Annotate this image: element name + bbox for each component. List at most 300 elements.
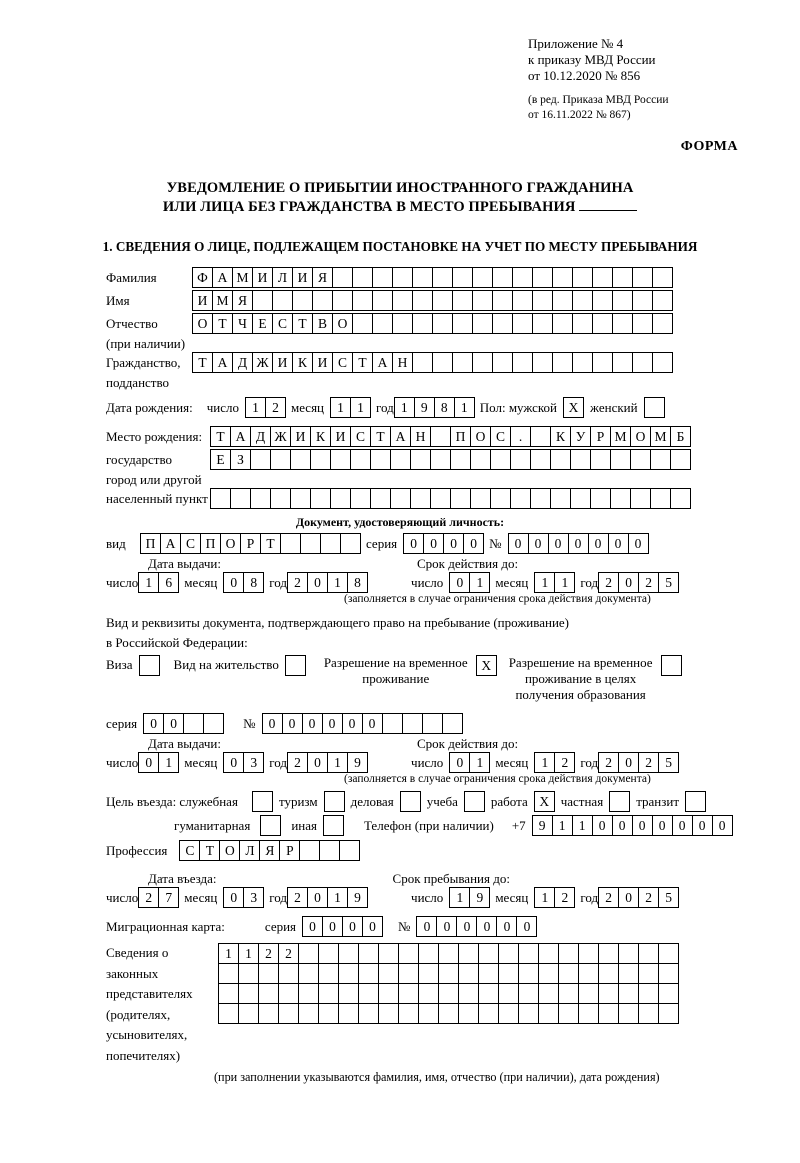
cell[interactable]: 0 [632, 815, 653, 836]
cell[interactable] [552, 352, 573, 373]
cell[interactable]: И [330, 426, 351, 447]
cell[interactable] [370, 488, 391, 509]
cell[interactable] [338, 1003, 359, 1024]
cell[interactable] [450, 449, 471, 470]
migration-card-series-boxes[interactable] [302, 916, 382, 937]
cell[interactable] [278, 1003, 299, 1024]
entry-month-boxes[interactable] [223, 887, 263, 908]
cell[interactable]: 9 [347, 752, 368, 773]
cell[interactable]: 0 [508, 533, 529, 554]
birthplace-boxes-3[interactable] [210, 488, 690, 509]
cell[interactable] [492, 313, 513, 334]
cell[interactable]: 2 [287, 752, 308, 773]
purpose-transit-checkbox[interactable] [685, 791, 706, 812]
cell[interactable] [452, 290, 473, 311]
cell[interactable] [612, 313, 633, 334]
cell[interactable]: 0 [456, 916, 477, 937]
cell[interactable]: 0 [672, 815, 693, 836]
permit-valid-year-boxes[interactable] [598, 752, 678, 773]
cell[interactable] [532, 352, 553, 373]
cell[interactable] [472, 290, 493, 311]
cell[interactable]: 1 [218, 943, 239, 964]
cell[interactable]: 1 [534, 752, 555, 773]
stay-day-boxes[interactable] [449, 887, 489, 908]
cell[interactable] [410, 488, 431, 509]
permit-issue-day-boxes[interactable] [138, 752, 178, 773]
cell[interactable]: Д [232, 352, 253, 373]
cell[interactable] [338, 943, 359, 964]
cell[interactable]: Т [212, 313, 233, 334]
cell[interactable] [430, 488, 451, 509]
cell[interactable] [378, 963, 399, 984]
cell[interactable]: С [350, 426, 371, 447]
cell[interactable]: 2 [638, 887, 659, 908]
cell[interactable] [300, 533, 321, 554]
cell[interactable] [312, 290, 333, 311]
cell[interactable] [238, 963, 259, 984]
cell[interactable] [518, 943, 539, 964]
cell[interactable]: А [372, 352, 393, 373]
cell[interactable] [618, 963, 639, 984]
cell[interactable] [340, 533, 361, 554]
cell[interactable] [558, 1003, 579, 1024]
cell[interactable] [658, 943, 679, 964]
cell[interactable] [532, 290, 553, 311]
cell[interactable]: 0 [612, 815, 633, 836]
cell[interactable] [552, 290, 573, 311]
cell[interactable]: 5 [658, 887, 679, 908]
cell[interactable] [412, 352, 433, 373]
cell[interactable]: 2 [278, 943, 299, 964]
cell[interactable] [632, 313, 653, 334]
cell[interactable] [358, 943, 379, 964]
cell[interactable]: 0 [449, 572, 470, 593]
cell[interactable] [338, 963, 359, 984]
cell[interactable] [238, 1003, 259, 1024]
cell[interactable]: М [232, 267, 253, 288]
cell[interactable] [238, 983, 259, 1004]
cell[interactable] [450, 488, 471, 509]
cell[interactable] [492, 352, 513, 373]
cell[interactable] [572, 290, 593, 311]
cell[interactable]: 0 [342, 713, 363, 734]
cell[interactable] [352, 267, 373, 288]
cell[interactable] [498, 1003, 519, 1024]
cell[interactable]: 2 [258, 943, 279, 964]
cell[interactable] [670, 449, 691, 470]
cell[interactable] [578, 943, 599, 964]
cell[interactable] [658, 1003, 679, 1024]
cell[interactable]: В [312, 313, 333, 334]
cell[interactable] [382, 713, 403, 734]
cell[interactable]: С [332, 352, 353, 373]
permit-valid-month-boxes[interactable] [534, 752, 574, 773]
cell[interactable] [392, 313, 413, 334]
legal-rep-row-2[interactable] [218, 963, 678, 984]
cell[interactable]: 0 [568, 533, 589, 554]
patronymic-boxes[interactable] [192, 313, 672, 334]
cell[interactable] [558, 943, 579, 964]
cell[interactable]: 1 [245, 397, 266, 418]
cell[interactable] [438, 943, 459, 964]
cell[interactable] [598, 983, 619, 1004]
cell[interactable]: 1 [330, 397, 351, 418]
stay-year-boxes[interactable] [598, 887, 678, 908]
cell[interactable] [470, 488, 491, 509]
cell[interactable] [390, 449, 411, 470]
cell[interactable] [592, 267, 613, 288]
cell[interactable] [339, 840, 360, 861]
permit-temp-checkbox[interactable]: Х [476, 655, 497, 676]
cell[interactable]: 0 [548, 533, 569, 554]
cell[interactable]: А [212, 267, 233, 288]
cell[interactable] [330, 449, 351, 470]
cell[interactable]: 0 [362, 713, 383, 734]
cell[interactable]: 0 [608, 533, 629, 554]
cell[interactable]: П [450, 426, 471, 447]
cell[interactable] [570, 488, 591, 509]
permit-series-boxes[interactable] [143, 713, 223, 734]
permit-residence-checkbox[interactable] [285, 655, 306, 676]
cell[interactable] [298, 943, 319, 964]
cell[interactable] [538, 963, 559, 984]
cell[interactable] [318, 963, 339, 984]
cell[interactable]: А [160, 533, 181, 554]
cell[interactable] [518, 963, 539, 984]
cell[interactable] [552, 267, 573, 288]
cell[interactable]: К [550, 426, 571, 447]
cell[interactable]: П [200, 533, 221, 554]
cell[interactable] [218, 1003, 239, 1024]
cell[interactable]: 0 [443, 533, 464, 554]
legal-rep-row-3[interactable] [218, 983, 678, 1004]
cell[interactable] [510, 449, 531, 470]
cell[interactable] [478, 943, 499, 964]
cell[interactable] [292, 290, 313, 311]
cell[interactable]: Л [239, 840, 260, 861]
cell[interactable]: О [332, 313, 353, 334]
cell[interactable] [572, 267, 593, 288]
cell[interactable] [572, 352, 593, 373]
cell[interactable] [278, 983, 299, 1004]
cell[interactable] [670, 488, 691, 509]
cell[interactable] [438, 1003, 459, 1024]
cell[interactable] [398, 1003, 419, 1024]
cell[interactable] [598, 1003, 619, 1024]
cell[interactable] [418, 943, 439, 964]
cell[interactable] [390, 488, 411, 509]
cell[interactable]: 9 [469, 887, 490, 908]
sex-male-checkbox[interactable]: Х [563, 397, 584, 418]
cell[interactable] [572, 313, 593, 334]
cell[interactable] [430, 449, 451, 470]
cell[interactable]: 0 [342, 916, 363, 937]
cell[interactable] [432, 313, 453, 334]
purpose-business-checkbox[interactable] [400, 791, 421, 812]
cell[interactable]: 5 [658, 572, 679, 593]
cell[interactable]: 0 [416, 916, 437, 937]
cell[interactable] [372, 313, 393, 334]
cell[interactable] [570, 449, 591, 470]
cell[interactable]: 1 [327, 752, 348, 773]
cell[interactable]: 1 [469, 572, 490, 593]
cell[interactable] [652, 352, 673, 373]
cell[interactable] [310, 488, 331, 509]
cell[interactable]: 0 [223, 887, 244, 908]
cell[interactable] [432, 267, 453, 288]
permit-visa-checkbox[interactable] [139, 655, 160, 676]
cell[interactable]: 2 [598, 752, 619, 773]
cell[interactable] [398, 983, 419, 1004]
cell[interactable] [492, 290, 513, 311]
cell[interactable]: 1 [394, 397, 415, 418]
cell[interactable] [650, 488, 671, 509]
cell[interactable] [490, 449, 511, 470]
cell[interactable] [472, 267, 493, 288]
cell[interactable] [590, 449, 611, 470]
cell[interactable] [592, 290, 613, 311]
cell[interactable] [478, 983, 499, 1004]
cell[interactable] [638, 963, 659, 984]
cell[interactable]: Б [670, 426, 691, 447]
cell[interactable] [358, 1003, 379, 1024]
cell[interactable] [658, 983, 679, 1004]
cell[interactable] [378, 1003, 399, 1024]
cell[interactable]: 0 [463, 533, 484, 554]
cell[interactable]: Ж [270, 426, 291, 447]
doc-issue-year-boxes[interactable] [287, 572, 367, 593]
cell[interactable] [652, 290, 673, 311]
birth-month-boxes[interactable] [330, 397, 370, 418]
cell[interactable]: О [220, 533, 241, 554]
cell[interactable]: 5 [658, 752, 679, 773]
cell[interactable]: 2 [638, 572, 659, 593]
cell[interactable] [392, 267, 413, 288]
cell[interactable]: М [212, 290, 233, 311]
cell[interactable]: 8 [434, 397, 455, 418]
cell[interactable] [378, 983, 399, 1004]
cell[interactable]: Н [410, 426, 431, 447]
cell[interactable] [538, 983, 559, 1004]
cell[interactable] [258, 983, 279, 1004]
entry-day-boxes[interactable] [138, 887, 178, 908]
cell[interactable] [410, 449, 431, 470]
cell[interactable]: 1 [534, 887, 555, 908]
cell[interactable]: С [179, 840, 200, 861]
sex-female-checkbox[interactable] [644, 397, 665, 418]
purpose-service-checkbox[interactable] [252, 791, 273, 812]
cell[interactable] [392, 290, 413, 311]
cell[interactable] [458, 1003, 479, 1024]
cell[interactable] [398, 943, 419, 964]
cell[interactable]: 3 [243, 752, 264, 773]
cell[interactable] [458, 963, 479, 984]
cell[interactable]: 0 [476, 916, 497, 937]
cell[interactable] [250, 488, 271, 509]
cell[interactable] [252, 290, 273, 311]
cell[interactable]: 0 [528, 533, 549, 554]
cell[interactable]: 2 [287, 572, 308, 593]
cell[interactable] [498, 943, 519, 964]
cell[interactable] [650, 449, 671, 470]
cell[interactable]: 1 [454, 397, 475, 418]
cell[interactable]: Я [232, 290, 253, 311]
cell[interactable]: 2 [598, 887, 619, 908]
cell[interactable]: 1 [138, 572, 159, 593]
cell[interactable]: Я [312, 267, 333, 288]
cell[interactable] [430, 426, 451, 447]
surname-boxes[interactable] [192, 267, 672, 288]
cell[interactable]: 9 [414, 397, 435, 418]
cell[interactable] [530, 488, 551, 509]
cell[interactable] [250, 449, 271, 470]
cell[interactable]: 2 [287, 887, 308, 908]
cell[interactable]: 0 [423, 533, 444, 554]
cell[interactable] [258, 963, 279, 984]
cell[interactable]: 1 [449, 887, 470, 908]
cell[interactable]: 2 [138, 887, 159, 908]
cell[interactable] [358, 983, 379, 1004]
doc-issue-month-boxes[interactable] [223, 572, 263, 593]
cell[interactable]: А [390, 426, 411, 447]
cell[interactable]: М [650, 426, 671, 447]
cell[interactable] [618, 1003, 639, 1024]
cell[interactable]: 0 [262, 713, 283, 734]
cell[interactable] [330, 488, 351, 509]
cell[interactable] [478, 1003, 499, 1024]
cell[interactable] [218, 983, 239, 1004]
cell[interactable] [438, 963, 459, 984]
cell[interactable] [210, 488, 231, 509]
cell[interactable]: 0 [618, 572, 639, 593]
cell[interactable] [638, 983, 659, 1004]
cell[interactable] [658, 963, 679, 984]
cell[interactable]: Ф [192, 267, 213, 288]
cell[interactable] [578, 1003, 599, 1024]
cell[interactable] [218, 963, 239, 984]
cell[interactable] [452, 352, 473, 373]
cell[interactable] [652, 267, 673, 288]
cell[interactable] [578, 983, 599, 1004]
cell[interactable]: О [192, 313, 213, 334]
cell[interactable]: 0 [712, 815, 733, 836]
cell[interactable]: 1 [469, 752, 490, 773]
citizenship-boxes[interactable] [192, 352, 672, 373]
birthplace-boxes-1[interactable] [210, 426, 690, 447]
cell[interactable] [378, 943, 399, 964]
cell[interactable] [638, 943, 659, 964]
cell[interactable] [398, 963, 419, 984]
doc-valid-year-boxes[interactable] [598, 572, 678, 593]
cell[interactable] [612, 267, 633, 288]
cell[interactable]: 0 [163, 713, 184, 734]
cell[interactable]: 6 [158, 572, 179, 593]
cell[interactable]: 2 [265, 397, 286, 418]
cell[interactable] [318, 943, 339, 964]
cell[interactable] [592, 313, 613, 334]
cell[interactable] [558, 963, 579, 984]
cell[interactable] [270, 449, 291, 470]
cell[interactable]: 3 [243, 887, 264, 908]
legal-rep-row-1[interactable] [218, 943, 678, 964]
cell[interactable]: 0 [302, 713, 323, 734]
cell[interactable]: И [290, 426, 311, 447]
cell[interactable]: С [272, 313, 293, 334]
cell[interactable]: 9 [532, 815, 553, 836]
cell[interactable] [310, 449, 331, 470]
cell[interactable]: Д [250, 426, 271, 447]
permit-number-boxes[interactable] [262, 713, 462, 734]
cell[interactable]: 0 [588, 533, 609, 554]
cell[interactable]: 0 [143, 713, 164, 734]
cell[interactable]: А [230, 426, 251, 447]
birthplace-boxes-2[interactable] [210, 449, 690, 470]
permit-valid-day-boxes[interactable] [449, 752, 489, 773]
cell[interactable]: Ж [252, 352, 273, 373]
cell[interactable]: 1 [350, 397, 371, 418]
profession-boxes[interactable] [179, 840, 359, 861]
cell[interactable] [518, 1003, 539, 1024]
cell[interactable] [458, 983, 479, 1004]
cell[interactable]: А [212, 352, 233, 373]
legal-rep-row-4[interactable] [218, 1003, 678, 1024]
cell[interactable] [230, 488, 251, 509]
cell[interactable] [318, 1003, 339, 1024]
cell[interactable]: 1 [572, 815, 593, 836]
cell[interactable] [518, 983, 539, 1004]
cell[interactable] [332, 267, 353, 288]
cell[interactable]: Т [260, 533, 281, 554]
phone-boxes[interactable] [532, 815, 732, 836]
purpose-other-checkbox[interactable] [323, 815, 344, 836]
cell[interactable] [610, 488, 631, 509]
cell[interactable]: Т [192, 352, 213, 373]
cell[interactable]: 2 [598, 572, 619, 593]
cell[interactable] [498, 983, 519, 1004]
cell[interactable] [418, 963, 439, 984]
cell[interactable] [318, 983, 339, 1004]
entry-year-boxes[interactable] [287, 887, 367, 908]
cell[interactable] [630, 488, 651, 509]
cell[interactable] [298, 963, 319, 984]
cell[interactable] [512, 313, 533, 334]
cell[interactable]: 9 [347, 887, 368, 908]
purpose-tourism-checkbox[interactable] [324, 791, 345, 812]
cell[interactable]: 1 [554, 572, 575, 593]
cell[interactable]: 1 [238, 943, 259, 964]
cell[interactable] [590, 488, 611, 509]
cell[interactable] [299, 840, 320, 861]
cell[interactable]: 2 [554, 887, 575, 908]
cell[interactable]: И [272, 352, 293, 373]
cell[interactable]: 0 [362, 916, 383, 937]
cell[interactable]: С [490, 426, 511, 447]
cell[interactable]: Т [199, 840, 220, 861]
cell[interactable] [530, 449, 551, 470]
cell[interactable]: Н [392, 352, 413, 373]
cell[interactable] [610, 449, 631, 470]
cell[interactable] [538, 943, 559, 964]
cell[interactable] [412, 313, 433, 334]
cell[interactable] [432, 290, 453, 311]
cell[interactable] [532, 267, 553, 288]
cell[interactable] [338, 983, 359, 1004]
cell[interactable]: К [292, 352, 313, 373]
cell[interactable]: Т [370, 426, 391, 447]
cell[interactable] [652, 313, 673, 334]
cell[interactable]: О [470, 426, 491, 447]
cell[interactable] [258, 1003, 279, 1024]
